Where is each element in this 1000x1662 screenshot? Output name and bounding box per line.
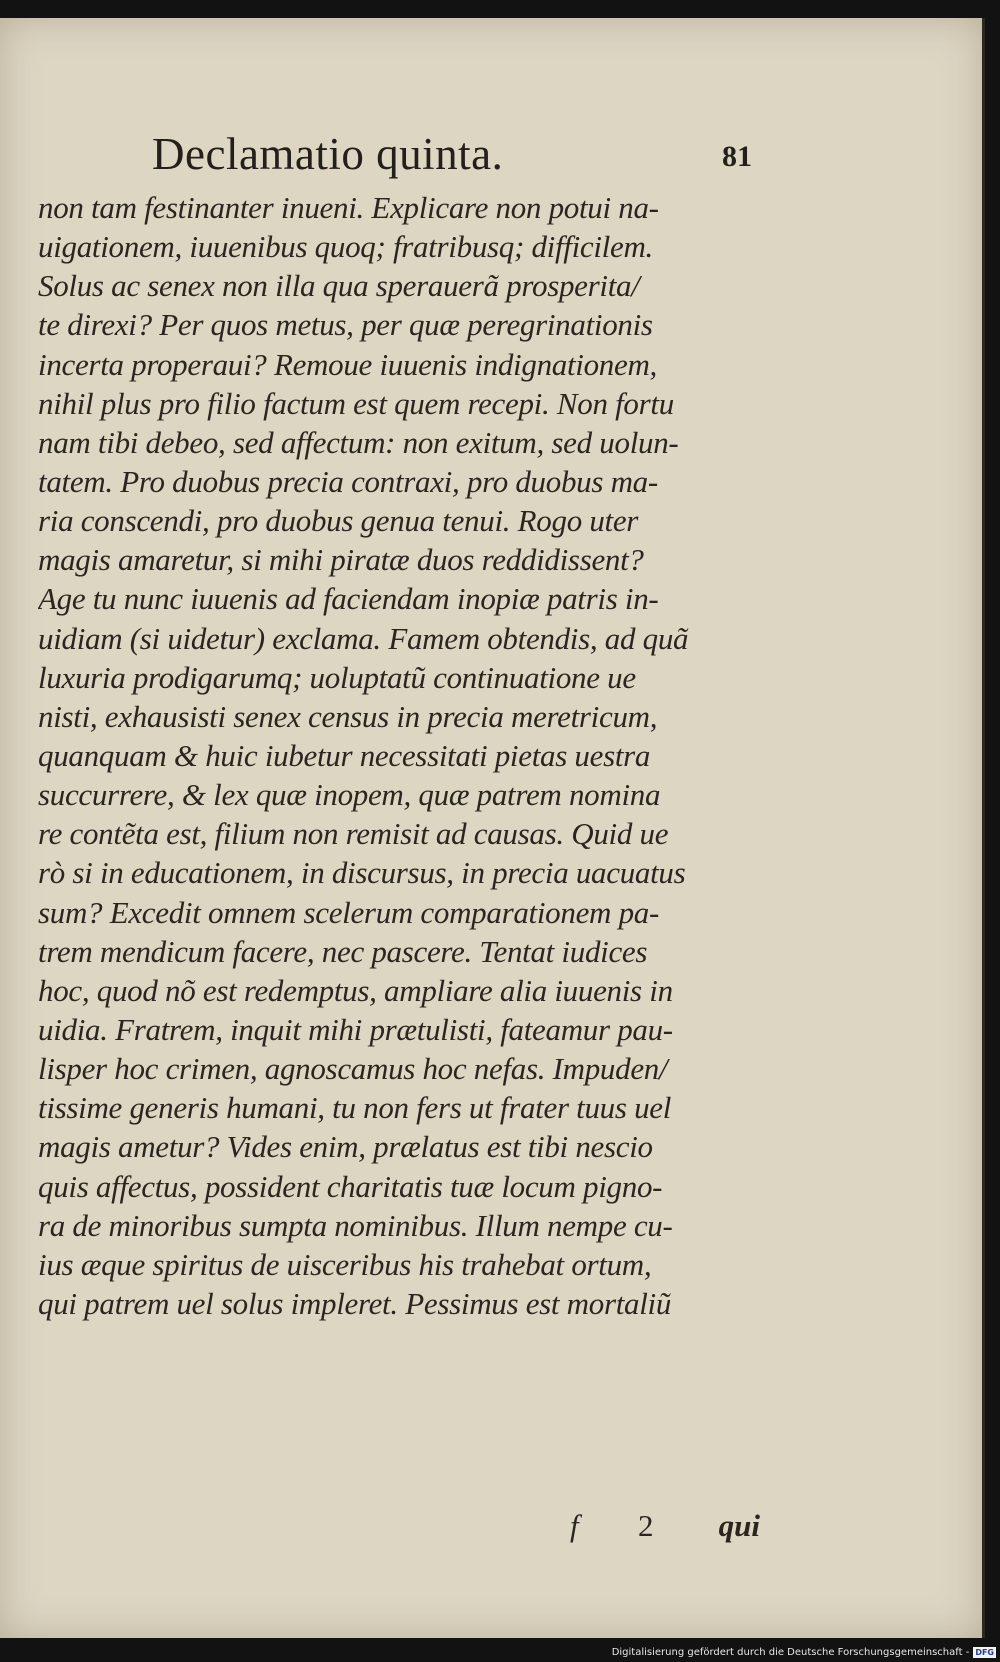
- text-line: re contẽta est, filium non remisit ad causas. Quid ue: [38, 816, 669, 852]
- folio-number: 81: [722, 140, 752, 173]
- signature-letter: f: [570, 1508, 579, 1543]
- text-line: magis ametur? Vides enim, prælatus est tibi nescio: [38, 1129, 653, 1165]
- text-line: uidia. Fratrem, inquit mihi prætulisti, fateamur pau-: [38, 1011, 673, 1047]
- text-line: te direxi? Per quos metus, per quæ peregrinationis: [38, 307, 653, 343]
- text-line: rò si in educationem, in discursus, in precia uacuatus: [38, 855, 686, 891]
- dfg-logo-icon: DFG: [975, 1648, 994, 1657]
- text-line: ius æque spiritus de uisceribus his trahebat ortum,: [38, 1246, 652, 1282]
- signature-number: 2: [638, 1508, 654, 1543]
- page-header: [152, 128, 752, 188]
- text-line: Solus ac senex non illa qua sperauerã prosperita/: [38, 268, 640, 304]
- page-footer: [570, 1508, 760, 1552]
- catchword: qui: [718, 1508, 760, 1543]
- text-line: luxuria prodigarumq; uoluptatũ continuatione ue: [38, 659, 636, 695]
- text-line: trem mendicum facere, nec pascere. Tentat iudices: [38, 933, 648, 969]
- text-line: nisti, exhausisti senex census in precia meretricum,: [38, 698, 658, 734]
- text-line: quanquam & huic iubetur necessitati pietas uestra: [38, 737, 651, 773]
- text-line: tissime generis humani, tu non fers ut frater tuus uel: [38, 1090, 672, 1126]
- digitization-credit: Digitalisierung gefördert durch die Deutsche Forschungsgemeinschaft -: [611, 1647, 970, 1658]
- text-line: lisper hoc crimen, agnoscamus hoc nefas. Impuden/: [38, 1051, 668, 1087]
- text-line: non tam festinanter inueni. Explicare non potui na-: [38, 190, 659, 225]
- digitization-credit-bar: [600, 1643, 1000, 1662]
- book-page: [0, 18, 985, 1638]
- text-line: succurrere, & lex quæ inopem, quæ patrem nomina: [38, 777, 661, 813]
- running-title: Declamatio quinta.: [152, 129, 504, 179]
- text-line: sum? Excedit omnem scelerum comparationem pa-: [38, 894, 659, 930]
- text-line: uidiam (si uidetur) exclama. Famem obtendis, ad quã: [38, 620, 689, 656]
- text-line: hoc, quod nõ est redemptus, ampliare alia iuuenis in: [38, 972, 673, 1008]
- text-line: magis amaretur, si mihi piratæ duos reddidissent?: [38, 542, 644, 578]
- text-line: nam tibi debeo, sed affectum: non exitum, sed uolun-: [38, 424, 679, 460]
- text-line: qui patrem uel solus impleret. Pessimus est mortaliũ: [38, 1285, 672, 1321]
- body-text: [38, 188, 758, 1323]
- text-line: nihil plus pro filio factum est quem recepi. Non fortu: [38, 385, 674, 421]
- text-line: uigationem, iuuenibus quoq; fratribusq; difficilem.: [38, 229, 653, 265]
- text-line: tatem. Pro duobus precia contraxi, pro duobus ma-: [38, 463, 658, 499]
- text-line: ra de minoribus sumpta nominibus. Illum nempe cu-: [38, 1207, 673, 1243]
- text-line: Age tu nunc iuuenis ad faciendam inopiæ patris in-: [38, 581, 659, 617]
- text-line: quis affectus, possident charitatis tuæ locum pigno-: [38, 1168, 663, 1204]
- text-line: incerta properaui? Remoue iuuenis indignationem,: [38, 346, 657, 382]
- text-line: ria conscendi, pro duobus genua tenui. Rogo uter: [38, 503, 639, 539]
